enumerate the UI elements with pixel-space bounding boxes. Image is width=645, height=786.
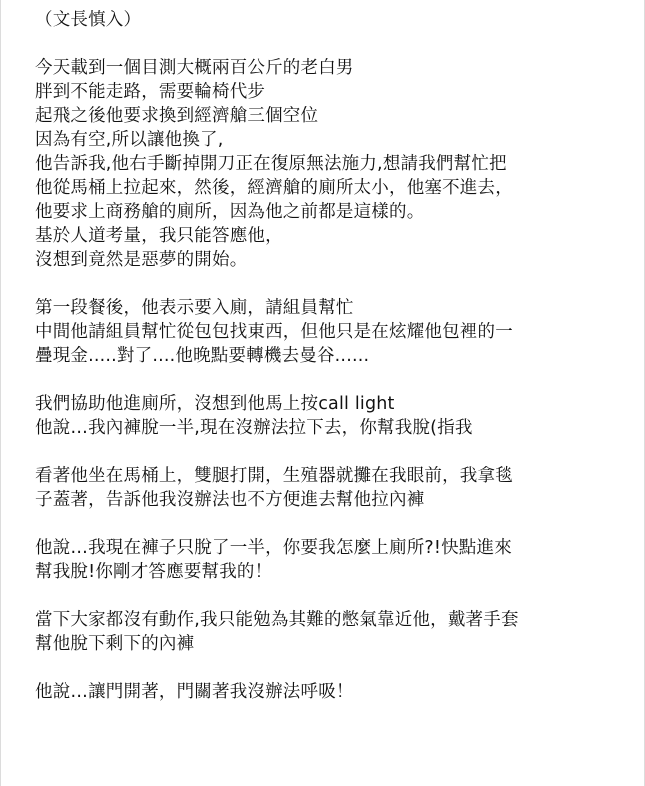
text-line: 他要求上商務艙的廁所，因為他之前都是這樣的。 xyxy=(35,202,425,222)
paragraph-intro xyxy=(35,56,635,272)
text-line: 他說…我內褲脫一半,現在沒辦法拉下去，你幫我脫(指我 xyxy=(35,418,473,438)
text-line: 當下大家都沒有動作,我只能勉為其難的憋氣靠近他，戴著手套 xyxy=(35,610,519,630)
text-line: 他說…讓門開著，門關著我沒辦法呼吸！ xyxy=(35,682,354,702)
text-line: 中間他請組員幫忙從包包找東西，但他只是在炫耀他包裡的一 xyxy=(35,322,513,342)
text-line: 沒想到竟然是惡夢的開始。 xyxy=(35,250,248,270)
text-line: 第一段餐後，他表示要入廁，請組員幫忙 xyxy=(35,298,354,318)
text-line: 因為有空,所以讓他換了, xyxy=(35,130,224,150)
paragraph-warning xyxy=(35,8,635,32)
paragraph-blanket xyxy=(35,464,635,512)
text-line: 他告訴我,他右手斷掉開刀正在復原無法施力,想請我們幫忙把 xyxy=(35,154,507,174)
paragraph-gloves xyxy=(35,608,635,656)
text-line: 看著他坐在馬桶上，雙腿打開，生殖器就攤在我眼前，我拿毯 xyxy=(35,466,513,486)
text-line: 幫我脫!你剛才答應要幫我的！ xyxy=(35,562,273,582)
text-line: 他說…我現在褲子只脫了一半，你要我怎麼上廁所?!快點進來 xyxy=(35,538,512,558)
paragraph-meal xyxy=(35,296,635,368)
text-line: 幫他脫下剩下的內褲 xyxy=(35,634,195,654)
post-body xyxy=(35,8,635,728)
paragraph-call-light xyxy=(35,392,635,440)
text-line: 我們協助他進廁所，沒想到他馬上按call light xyxy=(35,394,395,414)
text-line: 今天載到一個目測大概兩百公斤的老白男 xyxy=(35,58,354,78)
paragraph-door xyxy=(35,680,635,704)
text-line: 胖到不能走路，需要輪椅代步 xyxy=(35,82,266,102)
paragraph-demand xyxy=(35,536,635,584)
text-line: 他從馬桶上拉起來，然後，經濟艙的廁所太小，他塞不進去， xyxy=(35,178,513,198)
text-line: 基於人道考量，我只能答應他， xyxy=(35,226,283,246)
text-line: 起飛之後他要求換到經濟艙三個空位 xyxy=(35,106,319,126)
text-line: （文長慎入） xyxy=(35,10,142,30)
text-line: 子蓋著，告訴他我沒辦法也不方便進去幫他拉內褲 xyxy=(35,490,425,510)
text-line: 疊現金.....對了....他晚點要轉機去曼谷...... xyxy=(35,346,370,366)
